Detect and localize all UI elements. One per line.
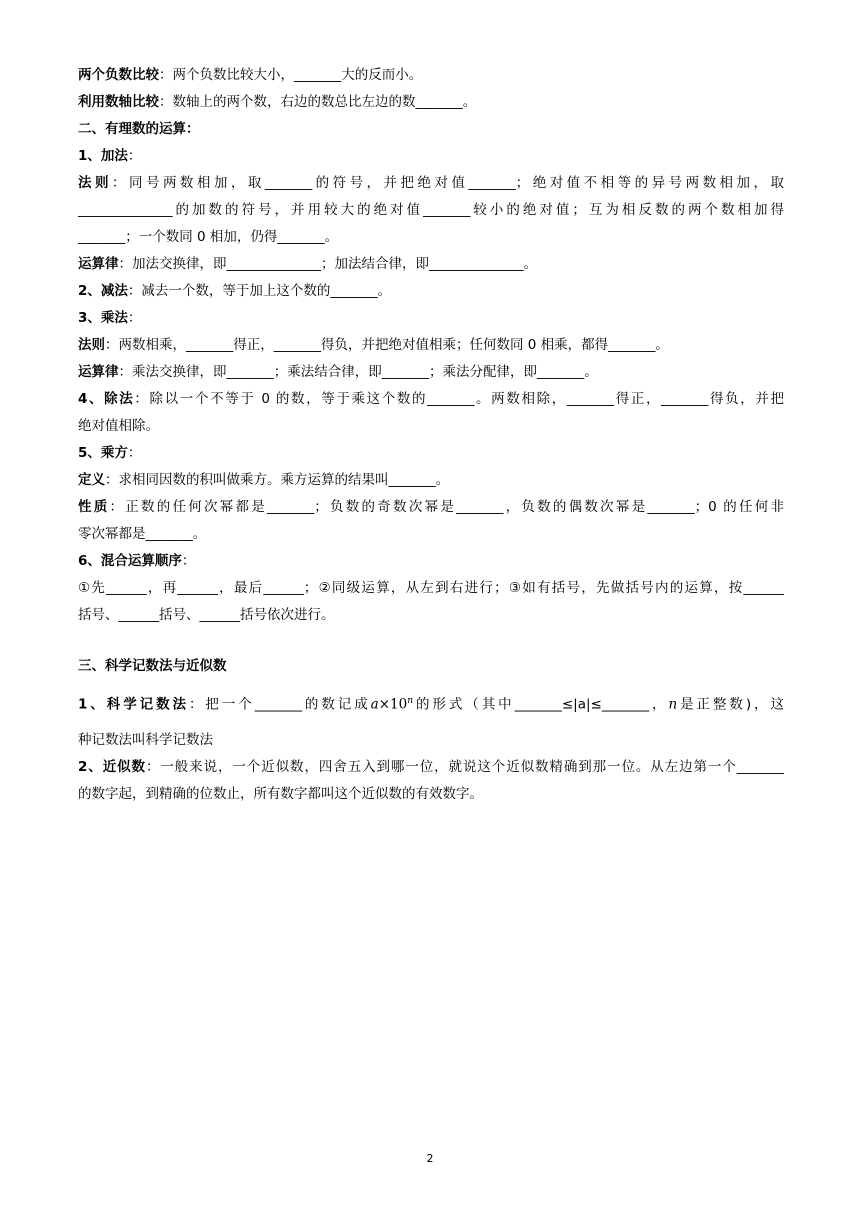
line-scientific-notation-2: 种记数法叫科学记数法 xyxy=(78,731,213,748)
line-power-definition xyxy=(78,467,784,494)
line-approximate-number-2: 的数字起，到精确的位数止，所有数字都叫这个近似数的有效数字。 xyxy=(78,785,483,802)
term-label: 2、减法 xyxy=(78,283,128,299)
term-label: 运算律 xyxy=(78,256,119,272)
line-negative-compare xyxy=(78,62,784,89)
line-text: ： xyxy=(127,310,142,326)
line-text: ：一般来说，一个近似数，四舍五入到哪一位，就说这个近似数精确到那一位。从左边第一个_______ xyxy=(145,758,784,775)
line-number-axis-compare xyxy=(78,89,784,116)
spacer xyxy=(78,719,784,727)
subheading-addition xyxy=(78,143,784,170)
line-power-properties-1 xyxy=(78,494,784,521)
section-title: 二、有理数的运算： xyxy=(78,121,200,137)
line-scientific-notation-1 xyxy=(78,688,784,719)
spacer xyxy=(78,629,784,653)
line-text: 是正整数)，这 xyxy=(677,696,784,713)
line-power-properties-2 xyxy=(78,521,784,548)
line-text: ：求相同因数的积叫做乘方。乘方运算的结果叫_______。 xyxy=(105,472,450,488)
section-heading-scientific-notation: 三、科学记数法与近似数 xyxy=(78,658,227,674)
term-label: 两个负数比较 xyxy=(78,67,159,83)
subheading-mixed-order xyxy=(78,548,784,575)
line-text: 零次幂都是_______。 xyxy=(78,526,207,542)
line-text: ： xyxy=(181,553,196,569)
term-label: 性质 xyxy=(78,499,110,515)
page-number: 2 xyxy=(426,1152,434,1165)
math-base-ten: 10 xyxy=(390,696,408,713)
math-exponent-n: n xyxy=(407,696,414,706)
subheading-multiplication xyxy=(78,305,784,332)
line-text: 绝对值相除。 xyxy=(78,418,159,434)
line-mixed-order-1 xyxy=(78,575,784,602)
term-label: 1、科学记数法 xyxy=(78,696,189,713)
term-label: 1、加法 xyxy=(78,148,128,164)
line-text: ： xyxy=(127,445,142,461)
document-content xyxy=(78,62,784,808)
line-addition-rule-2 xyxy=(78,197,784,224)
line-text: ①先______，再______，最后______；②同级运算，从左到右进行；③如有括号，先做括号内的运算，按______ xyxy=(78,580,784,596)
term-label: 2、近似数 xyxy=(78,758,146,775)
line-text: ：除以一个不等于 0 的数，等于乘这个数的_______。两数相除，_______得正，_______得负，并把 xyxy=(134,391,784,407)
line-text: ：两数相乘，_______得正，_______得负，并把绝对值相乘；任何数同 0 相乘，都得_______。 xyxy=(105,337,669,353)
line-text: ：两个负数比较大小，_______大的反而小。 xyxy=(159,67,423,83)
line-text: 括号、______括号、______括号依次进行。 xyxy=(78,607,335,623)
term-label: 利用数轴比较 xyxy=(78,94,159,110)
spacer xyxy=(78,680,784,688)
line-division-2 xyxy=(78,413,784,440)
line-subtraction xyxy=(78,278,784,305)
line-text: ：正数的任何次幂都是_______；负数的奇数次幂是_______，负数的偶数次幂是_______；0 的任何非 xyxy=(109,499,784,515)
line-addition-rule-3 xyxy=(78,224,784,251)
line-text: _______；一个数同 0 相加，仍得_______。 xyxy=(78,229,339,245)
term-label: 3、乘法 xyxy=(78,310,128,326)
line-division-1 xyxy=(78,386,784,413)
line-text: ______________的加数的符号，并用较大的绝对值_______较小的绝对值；互为相反数的两个数相加得 xyxy=(78,202,784,218)
line-addition-laws xyxy=(78,251,784,278)
line-text: ：把一个_______的数记成 xyxy=(188,696,371,713)
line-mixed-order-2 xyxy=(78,602,784,629)
term-label: 5、乘方 xyxy=(78,445,128,461)
math-variable-n: n xyxy=(668,696,678,713)
line-multiplication-laws xyxy=(78,359,784,386)
term-label: 定义 xyxy=(78,472,105,488)
math-variable-a: a xyxy=(370,696,379,713)
section-heading-operations xyxy=(78,116,784,143)
term-label: 6、混合运算顺序 xyxy=(78,553,182,569)
term-label: 运算律 xyxy=(78,364,119,380)
term-label: 法则 xyxy=(78,175,112,191)
line-text: ：数轴上的两个数，右边的数总比左边的数_______。 xyxy=(159,94,477,110)
line-text: ：减去一个数，等于加上这个数的_______。 xyxy=(127,283,392,299)
line-text: ：加法交换律，即______________；加法结合律，即______________。 xyxy=(118,256,537,272)
line-multiplication-rule xyxy=(78,332,784,359)
line-addition-rule-1 xyxy=(78,170,784,197)
line-text: ： xyxy=(127,148,142,164)
line-approximate-number-1 xyxy=(78,754,784,781)
term-label: 法则 xyxy=(78,337,105,353)
line-text: ：乘法交换律，即_______；乘法结合律，即_______；乘法分配律，即_______。 xyxy=(118,364,598,380)
line-text: 的形式（其中_______≤|a|≤_______， xyxy=(413,696,669,713)
term-label: 4、除法 xyxy=(78,391,135,407)
math-times-sign: × xyxy=(378,696,391,713)
line-text: ：同号两数相加，取_______的符号，并把绝对值_______；绝对值不相等的异号两数相加，取 xyxy=(111,175,784,191)
subheading-power xyxy=(78,440,784,467)
